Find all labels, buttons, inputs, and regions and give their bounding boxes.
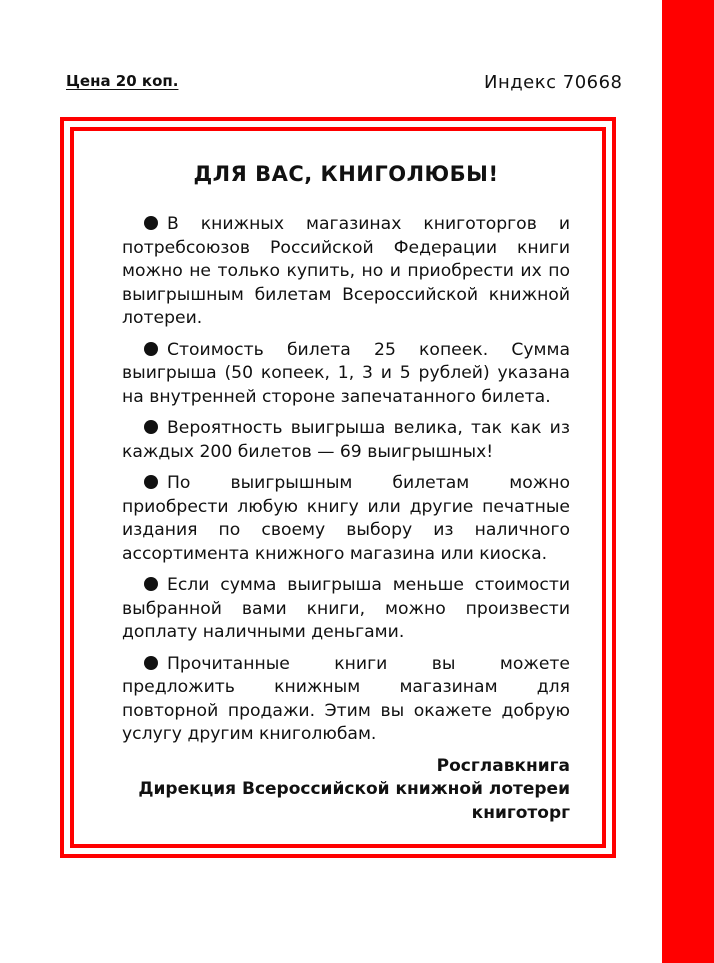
paragraph-text: В книжных магазинах книготоргов и потребсоюзов Российской Федерации книги можно не только купить, но и приобрести их по выигрышным билетам Всероссийской книжной лотереи. — [122, 214, 570, 328]
paragraph-text: Вероятность выигрыша велика, так как из каждых 200 билетов — 69 выигрышных! — [122, 418, 570, 462]
notice-paragraph — [122, 653, 570, 747]
notice-paragraph — [122, 417, 570, 464]
notice-paragraph — [122, 213, 570, 331]
notice-body — [122, 162, 570, 825]
price-label: Цена 20 коп. — [66, 72, 179, 90]
bullet-dot-icon — [144, 656, 158, 670]
paragraph-text: Стоимость билета 25 копеек. Сумма выигрыша (50 копеек, 1, 3 и 5 рублей) указана на внутренней стороне запечатанного билета. — [122, 339, 570, 407]
notice-paragraph — [122, 339, 570, 410]
paragraph-text: Прочитанные книги вы можете предложить книжным магазинам для повторной продажи. Этим вы окажете добрую услугу другим книголюбам. — [122, 653, 570, 744]
notice-paragraph — [122, 574, 570, 645]
paragraph-text: По выигрышным билетам можно приобрести любую книгу или другие печатные издания по своему выбору из наличного ассортимента книжного магазина или киоска. — [122, 473, 570, 564]
signature-line: Росглавкнига — [436, 755, 570, 776]
bullet-dot-icon — [144, 342, 158, 356]
notice-paragraph — [122, 472, 570, 566]
bullet-dot-icon — [144, 475, 158, 489]
notice-title: ДЛЯ ВАС, КНИГОЛЮБЫ! — [193, 162, 499, 186]
signature-line: книготорг — [471, 802, 570, 823]
index-label: Индекс 70668 — [484, 72, 623, 93]
bullet-dot-icon — [144, 577, 158, 591]
red-edge-stripe — [662, 0, 714, 963]
bullet-dot-icon — [144, 420, 158, 434]
signature-line: Дирекция Всероссийской книжной лотереи — [138, 779, 570, 799]
signature-block — [122, 755, 570, 826]
bullet-dot-icon — [144, 216, 158, 230]
paragraph-text: Если сумма выигрыша меньше стоимости выбранной вами книги, можно произвести доплату наличными деньгами. — [122, 575, 570, 642]
